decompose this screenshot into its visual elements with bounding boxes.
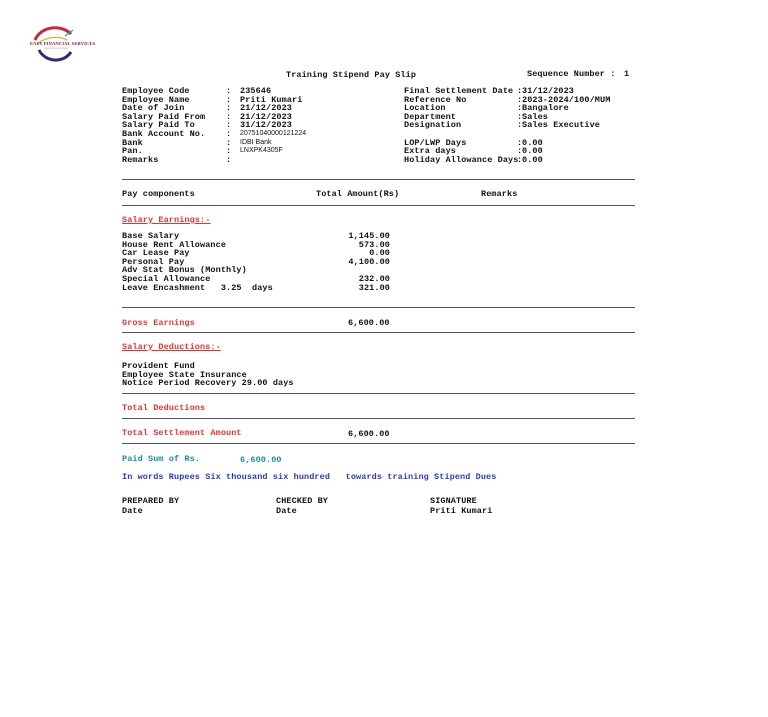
detail-row (122, 147, 392, 156)
divider (122, 332, 635, 333)
detail-label: Bank Account No. (122, 128, 206, 139)
detail-colon: : (226, 103, 232, 114)
detail-label: Date of Join (122, 103, 185, 114)
detail-colon: : (226, 128, 232, 139)
detail-row (122, 139, 392, 148)
header-remarks: Remarks (481, 189, 518, 199)
earnings-list (122, 232, 390, 292)
detail-colon: : (517, 94, 523, 105)
deductions-heading: Salary Deductions:- (122, 342, 221, 352)
divider (122, 179, 635, 180)
detail-label: Designation (404, 120, 462, 131)
detail-row (404, 121, 644, 130)
earning-amount: 0.00 (369, 248, 390, 259)
deduction-row (122, 377, 294, 389)
gross-earnings-label: Gross Earnings (122, 318, 195, 328)
detail-colon: : (517, 146, 523, 157)
settlement-amount: 6,600.00 (348, 429, 390, 439)
logo-brand-text: EASY FINANCIAL SERVICES (30, 41, 96, 46)
earning-amount: 4,100.00 (348, 256, 390, 267)
earning-row (122, 284, 390, 293)
detail-row (122, 156, 392, 165)
amount-in-words: In words Rupees Six thousand six hundred towards training Stipend Dues (122, 472, 497, 482)
earning-amount: 1,145.00 (348, 231, 390, 241)
earning-amount: 573.00 (358, 239, 390, 250)
employee-details-left (122, 87, 392, 164)
deduction-row (122, 360, 294, 369)
detail-colon: : (517, 154, 523, 165)
detail-colon: : (517, 137, 523, 148)
checked-by-label: CHECKED BY (276, 496, 329, 506)
detail-colon: : (517, 103, 523, 114)
detail-colon: : (226, 154, 232, 165)
detail-colon: : (226, 146, 232, 157)
earning-label: Special Allowance (122, 273, 211, 284)
detail-value: 0.00 (522, 137, 543, 148)
detail-value: 31/12/2023 (522, 86, 575, 96)
earning-label: Base Salary (122, 231, 180, 241)
detail-label: Bank (122, 137, 143, 148)
detail-value: 0.00 (522, 146, 543, 157)
earning-amount: 232.00 (358, 273, 390, 284)
detail-label: Department (404, 111, 457, 122)
signature-label: SIGNATURE (430, 496, 477, 506)
total-deductions-label: Total Deductions (122, 403, 206, 413)
employee-details-right (404, 87, 644, 164)
divider (122, 418, 635, 419)
earning-label: Adv Stat Bonus (Monthly) (122, 265, 247, 276)
sequence-label: Sequence Number : (527, 69, 616, 79)
detail-value: 2023-2024/100/MUM (522, 94, 611, 105)
detail-label: Final Settlement Date (404, 86, 514, 96)
divider (122, 307, 635, 308)
detail-value: IDBI Bank (240, 138, 272, 146)
detail-label: Extra days (404, 146, 457, 157)
earnings-heading: Salary Earnings:- (122, 215, 211, 225)
detail-label: Holiday Allowance Days (404, 154, 519, 165)
detail-colon: : (226, 86, 232, 96)
detail-value: Bangalore (522, 103, 569, 114)
detail-label: Employee Name (122, 94, 190, 105)
earning-amount: 321.00 (358, 282, 390, 293)
payslip-title: Training Stipend Pay Slip (286, 70, 417, 80)
detail-value: Priti Kumari (240, 94, 303, 105)
earning-label: House Rent Allowance (122, 239, 227, 250)
detail-value: 21/12/2023 (240, 103, 293, 114)
detail-label: Salary Paid From (122, 111, 206, 122)
deduction-row (122, 369, 294, 378)
earning-label: Leave Encashment 3.25 days (122, 282, 273, 293)
detail-value: 0.00 (522, 154, 543, 165)
detail-value: Sales Executive (522, 120, 601, 131)
detail-label: Pan. (122, 146, 143, 157)
detail-label: Remarks (122, 154, 159, 165)
prepared-date-label: Date (122, 506, 143, 516)
header-total-amount: Total Amount(Rs) (316, 189, 400, 199)
detail-value: 20751040000121224 (240, 129, 307, 137)
detail-colon: : (517, 120, 523, 131)
detail-value: LNXPK4305F (240, 147, 283, 155)
detail-value: Sales (522, 111, 549, 122)
detail-colon: : (517, 111, 523, 122)
settlement-label: Total Settlement Amount (122, 428, 242, 438)
logo-tagline: your trust our service (44, 47, 69, 50)
divider (122, 205, 635, 206)
deductions-list (122, 360, 294, 389)
divider (122, 443, 635, 444)
detail-colon: : (226, 111, 232, 122)
deduction-label: Employee State Insurance (122, 369, 247, 380)
detail-label: LOP/LWP Days (404, 137, 467, 148)
detail-label: Employee Code (122, 86, 190, 96)
detail-label: Location (404, 103, 446, 114)
detail-value: 235646 (240, 86, 272, 96)
detail-label: Salary Paid To (122, 120, 195, 131)
detail-value: 31/12/2023 (240, 120, 293, 131)
paid-sum-amount: 6,600.00 (240, 455, 282, 465)
signature-name: Priti Kumari (430, 506, 493, 516)
detail-colon: : (517, 86, 523, 96)
header-pay-components: Pay components (122, 189, 195, 199)
earning-label: Car Lease Pay (122, 248, 190, 259)
paid-sum-label: Paid Sum of Rs. (122, 454, 201, 464)
detail-label: Reference No (404, 94, 467, 105)
detail-colon: : (226, 137, 232, 148)
checked-date-label: Date (276, 506, 297, 516)
deduction-label: Notice Period Recovery 29.00 days (122, 378, 294, 389)
detail-row (404, 156, 644, 165)
detail-value: 21/12/2023 (240, 111, 293, 122)
deduction-label: Provident Fund (122, 361, 195, 371)
prepared-by-label: PREPARED BY (122, 496, 180, 506)
gross-earnings-amount: 6,600.00 (348, 318, 390, 328)
detail-row (122, 130, 392, 139)
earning-label: Personal Pay (122, 256, 185, 267)
sequence-value: 1 (624, 69, 630, 79)
detail-colon: : (226, 120, 232, 131)
detail-colon: : (226, 94, 232, 105)
divider (122, 393, 635, 394)
